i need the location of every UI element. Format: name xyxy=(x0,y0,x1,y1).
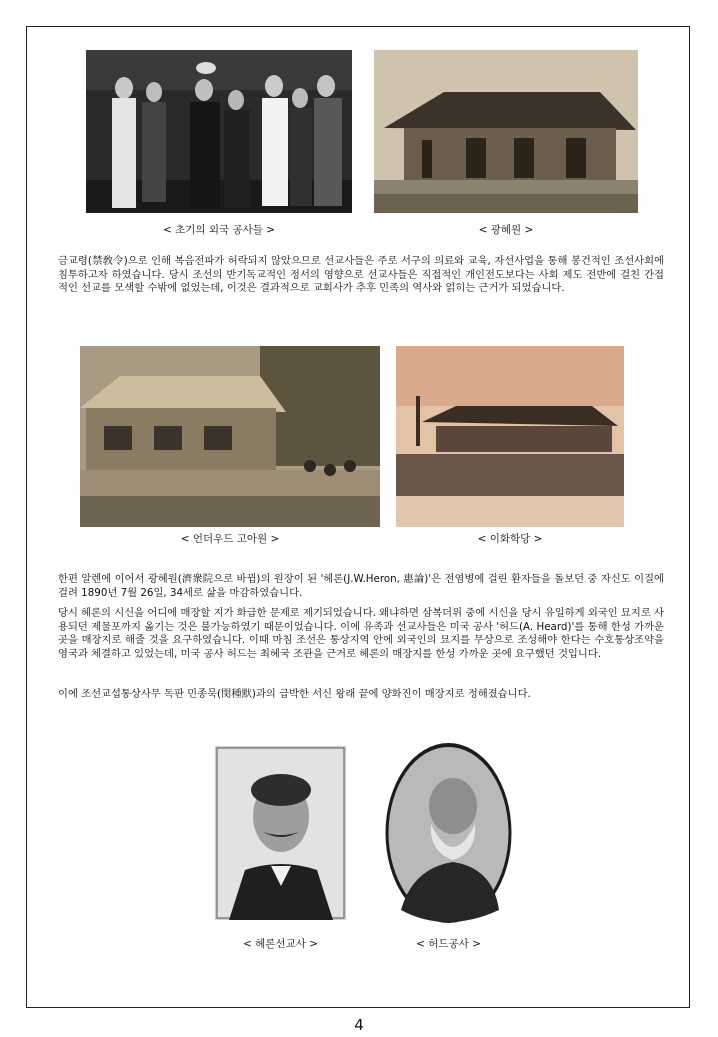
underwood-orphanage-caption: < 언더우드 고아원 > xyxy=(180,533,280,545)
heard-portrait xyxy=(383,740,514,926)
ewha-school-caption: < 이화학당 > xyxy=(477,533,543,545)
diplomats-caption: < 초기의 외국 공사들 > xyxy=(162,224,276,236)
paragraph-burial-issue: 당시 헤론의 시신을 어디에 매장할 지가 화급한 문제로 제기되었습니다. 왜냐하면 삼복더위 중에 시신을 당시 유일하게 외국인 묘지로 사용되던 제물포까지 옮기는 것은 불가능하였기 때문이었습니다. 이에 유족과 선교사들은 미국 공사 '허드(A. Heard)'를 통해 한성 가까운 곳을 매장지로 해줄 것을 요구하였습니다. 이때 마침 조선은 통상지역 안에 외국인의 묘지를 무상으로 조성해야 한다는 수호통상조약을 영국과 체결하고 있었는데, 미국 공사 허드는 최혜국 조관을 근거로 헤론의 매장지를 한성 가까운 곳에 요구했던 것입니다. xyxy=(58,607,664,660)
diplomats-photo xyxy=(86,50,352,213)
paragraph-yanghwajin: 이에 조선교섭통상사무 독판 민종묵(閔種默)과의 급박한 서신 왕래 끝에 양화진이 매장지로 정해졌습니다. xyxy=(58,688,531,700)
gwanghyewon-caption: < 광혜원 > xyxy=(478,224,534,236)
gwanghyewon-photo xyxy=(374,50,638,213)
underwood-orphanage-photo xyxy=(80,346,380,527)
ewha-school-photo xyxy=(396,346,624,527)
heron-caption: < 헤론선교사 > xyxy=(243,938,318,950)
heard-caption: < 허드공사 > xyxy=(416,938,481,950)
paragraph-missionary-strategy: 금교령(禁敎令)으로 인해 복음전파가 허락되지 않았으므로 선교사들은 주로 서구의 의료와 교육, 자선사업을 통해 봉건적인 조선사회에 침투하고자 하였습니다. 당시 조선의 반기독교적인 정서의 영향으로 선교사들은 직접적인 개인전도보다는 사회 제도 전반에 걸친 간접적인 선교를 모색할 수밖에 없었는데, 이것은 결과적으로 교회사가 추후 민족의 역사와 얽히는 근거가 되었습니다. xyxy=(58,255,664,295)
page-number: 4 xyxy=(354,1016,364,1034)
heron-portrait xyxy=(215,746,346,920)
paragraph-heron-death: 한편 알렌에 이어서 광혜원(濟衆院으로 바뀜)의 원장이 된 '헤론(J.W.Heron, 惠論)'은 전염병에 걸린 환자들을 돌보던 중 자신도 이질에 걸려 1890년 7월 26일, 34세로 삶을 마감하였습니다. xyxy=(58,573,664,599)
